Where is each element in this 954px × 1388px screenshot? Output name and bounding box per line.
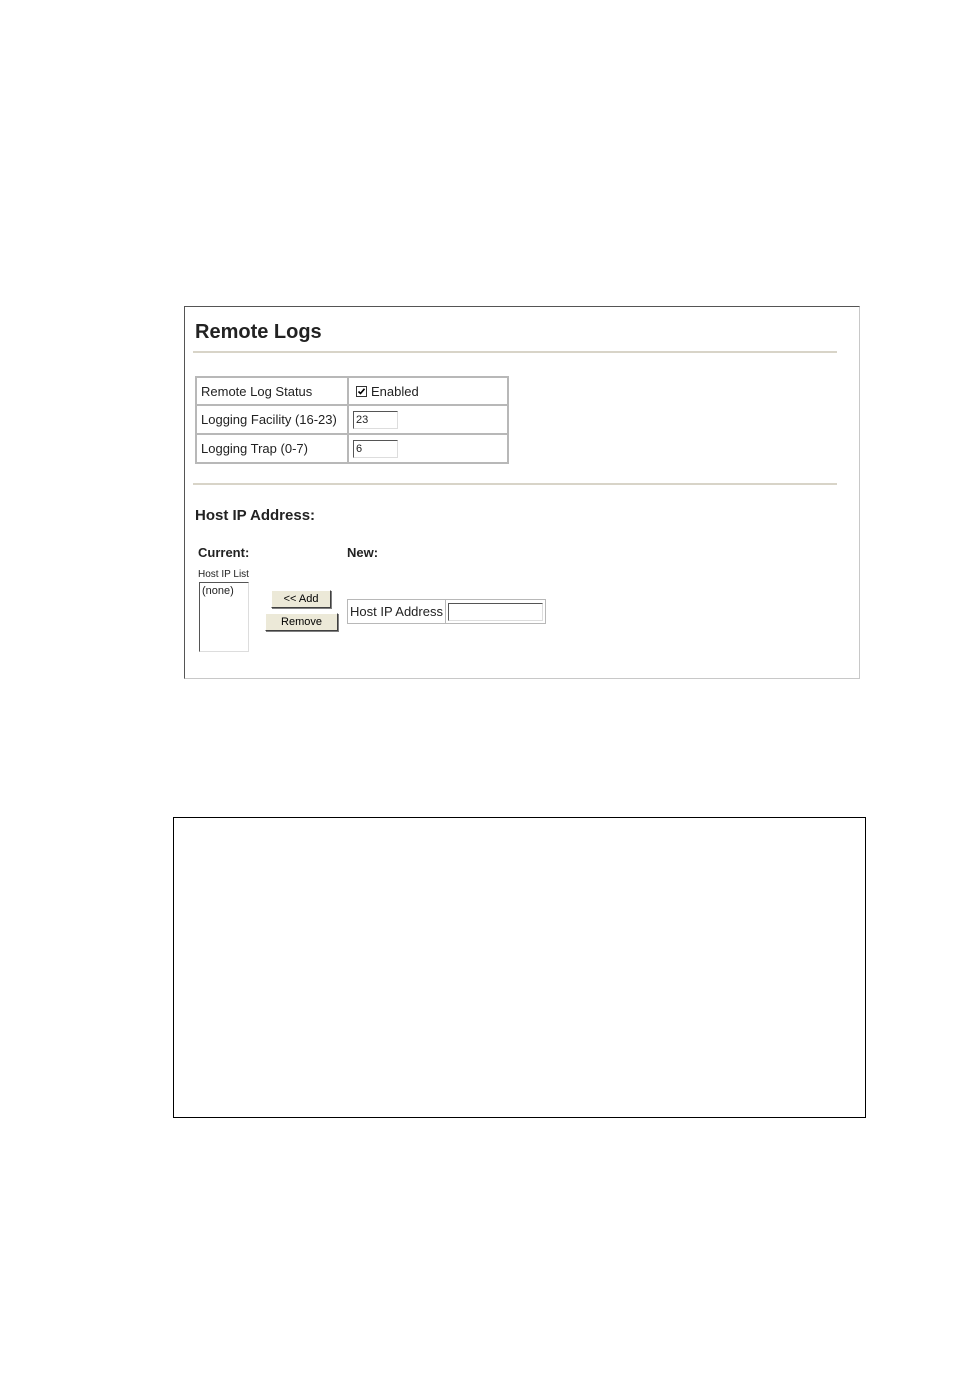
remote-log-status-checkbox[interactable] (356, 386, 367, 397)
add-button[interactable]: << Add (271, 590, 331, 608)
host-ip-listbox[interactable] (199, 582, 249, 652)
cli-example-box (173, 817, 866, 1118)
host-ip-address-input[interactable] (448, 603, 543, 621)
section-divider (193, 483, 837, 485)
host-ip-address-label: Host IP Address (348, 600, 446, 623)
logging-trap-label: Logging Trap (0-7) (196, 434, 348, 463)
new-host-ip-row (347, 599, 546, 624)
logging-trap-cell (348, 434, 508, 463)
host-ip-section-title: Host IP Address: (195, 507, 316, 524)
table-row (196, 405, 508, 434)
table-row (196, 434, 508, 463)
logging-facility-input[interactable]: 23 (353, 411, 398, 429)
logging-trap-input[interactable]: 6 (353, 440, 398, 458)
logging-facility-label: Logging Facility (16-23) (196, 405, 348, 434)
new-label: New: (347, 545, 379, 560)
checkmark-icon (357, 387, 366, 396)
logging-facility-cell (348, 405, 508, 434)
remote-logs-panel (184, 306, 860, 679)
current-label: Current: (198, 545, 250, 560)
page-title: Remote Logs (195, 321, 322, 343)
remote-log-status-cell (348, 377, 508, 405)
remote-log-status-label: Remote Log Status (196, 377, 348, 405)
remove-button[interactable]: Remove (265, 613, 338, 631)
enabled-label: Enabled (371, 383, 419, 399)
table-row (196, 377, 508, 405)
host-ip-list-label: Host IP List (198, 569, 249, 580)
settings-table (195, 376, 509, 464)
list-item[interactable]: (none) (202, 585, 234, 597)
title-divider (193, 351, 837, 353)
